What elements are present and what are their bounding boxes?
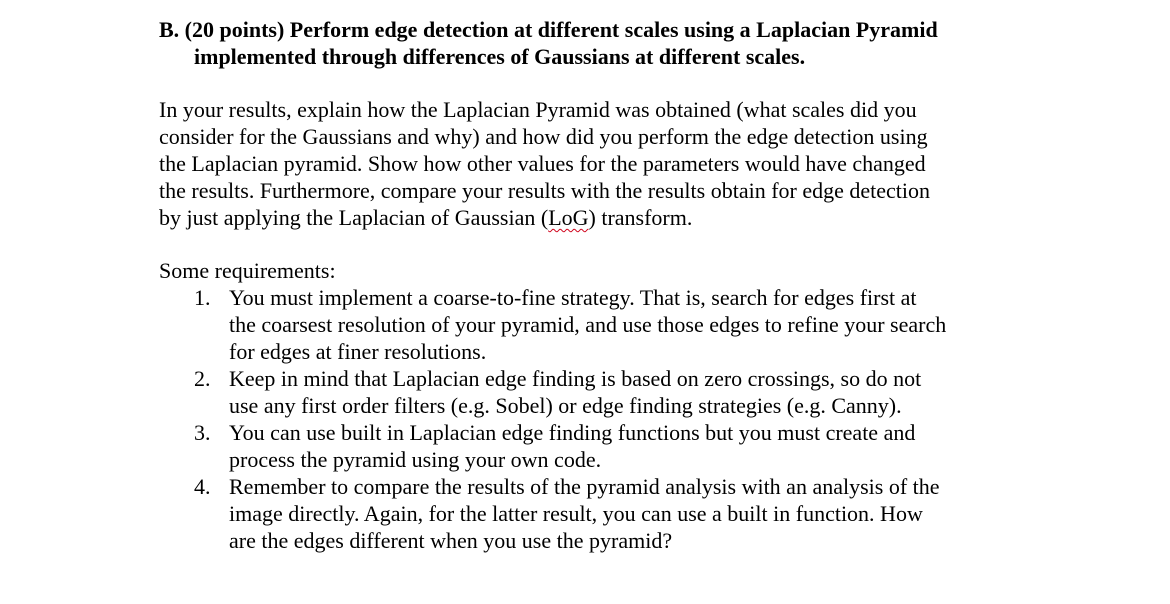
heading-line-2: implemented through differences of Gaussians at different scales.	[194, 44, 806, 69]
requirement-item-2	[159, 365, 1159, 419]
requirement-line: use any first order filters (e.g. Sobel) or edge finding strategies (e.g. Canny).	[229, 393, 902, 418]
paragraph-line-4: the results. Furthermore, compare your results with the results obtain for edge detection	[159, 178, 931, 203]
paragraph-line-3: the Laplacian pyramid. Show how other values for the parameters would have changed	[159, 151, 926, 176]
requirement-number: 2.	[194, 366, 211, 391]
requirement-line: are the edges different when you use the pyramid?	[229, 528, 673, 553]
results-paragraph	[159, 96, 1159, 231]
requirements-title: Some requirements:	[159, 258, 336, 283]
paragraph-line-1: In your results, explain how the Laplacian Pyramid was obtained (what scales did you	[159, 97, 917, 122]
requirement-line: the coarsest resolution of your pyramid, and use those edges to refine your search	[229, 312, 947, 337]
requirement-line: for edges at finer resolutions.	[229, 339, 487, 364]
requirement-line: image directly. Again, for the latter result, you can use a built in function. How	[229, 501, 923, 526]
requirement-number: 3.	[194, 420, 211, 445]
heading-line-1: B. (20 points) Perform edge detection at different scales using a Laplacian Pyramid	[159, 17, 938, 42]
paragraph-line-5-start: by just applying the Laplacian of Gaussian (	[159, 205, 549, 230]
requirements-list	[159, 284, 1159, 554]
requirement-item-1	[159, 284, 1159, 365]
requirement-number: 4.	[194, 474, 211, 499]
requirement-number: 1.	[194, 285, 211, 310]
requirement-line: Keep in mind that Laplacian edge finding is based on zero crossings, so do not	[229, 366, 922, 391]
requirement-line: You must implement a coarse-to-fine strategy. That is, search for edges first at	[229, 285, 917, 310]
requirement-line: Remember to compare the results of the pyramid analysis with an analysis of the	[229, 474, 940, 499]
requirement-line: process the pyramid using your own code.	[229, 447, 602, 472]
requirement-item-3	[159, 419, 1159, 473]
requirement-line: You can use built in Laplacian edge finding functions but you must create and	[229, 420, 916, 445]
paragraph-line-5-end: ) transform.	[588, 205, 693, 230]
requirement-item-4	[159, 473, 1159, 554]
spellcheck-flagged-word[interactable]: LoG	[548, 205, 589, 230]
paragraph-line-5	[159, 204, 1159, 231]
question-heading	[159, 16, 1159, 70]
paragraph-line-2: consider for the Gaussians and why) and how did you perform the edge detection using	[159, 124, 928, 149]
